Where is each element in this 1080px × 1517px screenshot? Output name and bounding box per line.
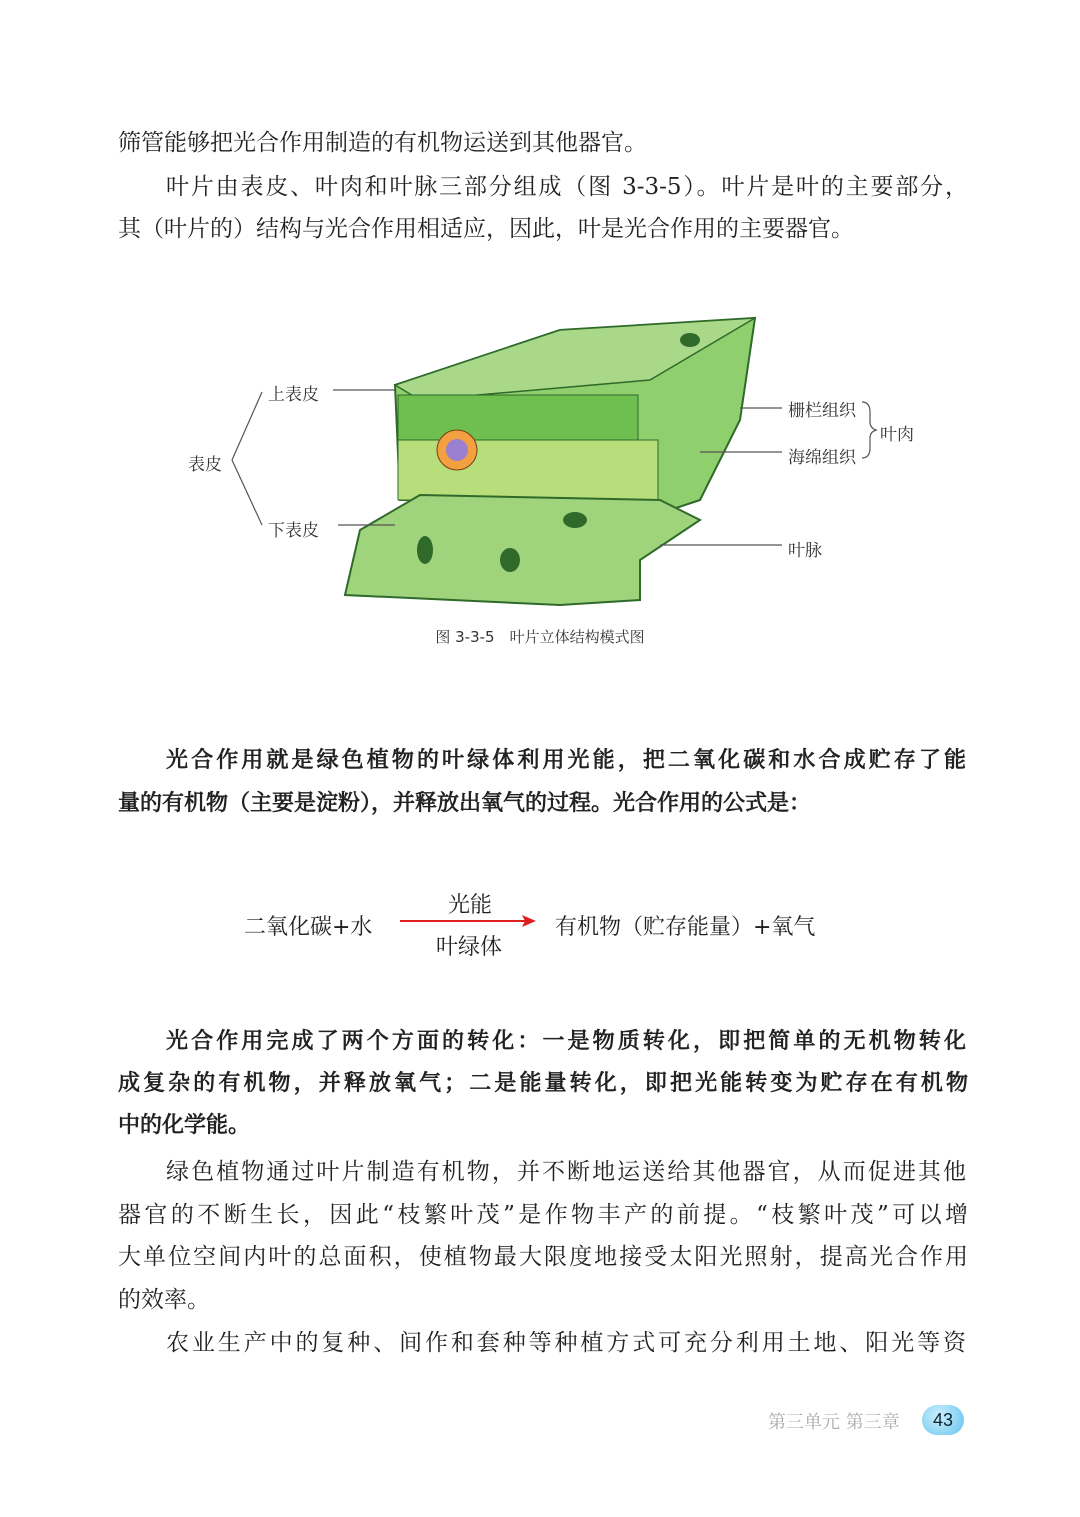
text-line: 光合作用就是绿色植物的叶绿体利用光能，把二氧化碳和水合成贮存了能 xyxy=(166,748,966,773)
formula-condition-light: 光能 xyxy=(448,893,493,918)
text-line: 光合作用完成了两个方面的转化：一是物质转化，即把简单的无机物转化 xyxy=(166,1029,966,1054)
label-spongy: 海绵组织 xyxy=(788,448,856,468)
label-mesophyll: 叶肉 xyxy=(880,425,914,445)
text-line: 量的有机物（主要是淀粉），并释放出氧气的过程。光合作用的公式是： xyxy=(118,791,812,816)
reaction-arrow-icon xyxy=(398,914,538,928)
formula-products: 有机物（贮存能量）+氧气 xyxy=(555,915,816,940)
chapter-footer: 第三单元 第三章 xyxy=(768,1412,900,1433)
page-number-badge: 43 xyxy=(922,1405,964,1435)
text-line: 成复杂的有机物，并释放氧气；二是能量转化，即把光能转变为贮存在有机物 xyxy=(118,1071,968,1096)
text-line: 绿色植物通过叶片制造有机物，并不断地运送给其他器官，从而促进其他 xyxy=(166,1159,966,1185)
text-line: 的效率。 xyxy=(118,1287,210,1313)
text-line: 叶片由表皮、叶肉和叶脉三部分组成（图 3-3-5）。叶片是叶的主要部分， xyxy=(166,174,968,200)
label-palisade: 栅栏组织 xyxy=(788,401,856,421)
formula-reactants: 二氧化碳+水 xyxy=(244,915,373,940)
label-upper-epidermis: 上表皮 xyxy=(268,385,319,405)
label-lower-epidermis: 下表皮 xyxy=(268,521,319,541)
leaf-cross-section-illustration xyxy=(0,0,1080,660)
text-line: 中的化学能。 xyxy=(118,1113,251,1138)
text-line: 大单位空间内叶的总面积，使植物最大限度地接受太阳光照射，提高光合作用 xyxy=(118,1244,968,1270)
text-line: 器官的不断生长，因此“枝繁叶茂”是作物丰产的前提。“枝繁叶茂”可以增 xyxy=(118,1202,968,1228)
label-vein: 叶脉 xyxy=(788,541,822,561)
text-line: 筛管能够把光合作用制造的有机物运送到其他器官。 xyxy=(118,130,647,156)
text-line: 农业生产中的复种、间作和套种等种植方式可充分利用土地、阳光等资 xyxy=(166,1330,966,1356)
text-line: 其（叶片的）结构与光合作用相适应，因此，叶是光合作用的主要器官。 xyxy=(118,216,854,242)
formula-condition-chloroplast: 叶绿体 xyxy=(436,935,503,960)
label-epidermis: 表皮 xyxy=(188,455,222,475)
figure-caption: 图 3-3-5 叶片立体结构模式图 xyxy=(435,628,645,646)
